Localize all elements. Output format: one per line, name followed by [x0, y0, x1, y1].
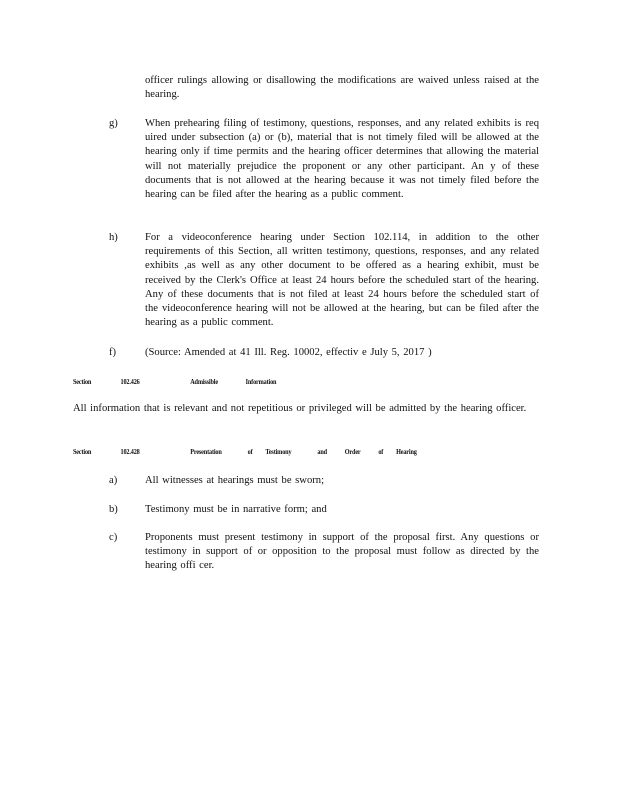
item-marker-f: f) — [109, 347, 117, 358]
item-text-b: Testimony must be in narrative form; and — [145, 504, 327, 515]
section-heading-102-426 — [73, 377, 276, 386]
item-marker-a: a) — [109, 475, 118, 486]
section-number: 102.428 — [120, 447, 140, 456]
section-title-word: Information — [245, 377, 277, 386]
section-title-word: Presentation — [190, 447, 222, 456]
section-title-word: Admissible — [190, 377, 218, 386]
source-note: (Source: Amended at 41 Ill. Reg. 10002, effectiv e July 5, 2017 ) — [145, 347, 432, 358]
section-title-word: and — [317, 447, 327, 456]
section-title-word: Hearing — [396, 447, 417, 456]
section-title-word: of — [247, 447, 253, 456]
section-title-word: of — [378, 447, 384, 456]
item-marker-b: b) — [109, 504, 118, 515]
item-text-c: Proponents must present testimony in support of the proposal first. Any questions or testimony in support of or opposition to the proposal must follow as directed by the hearing offi cer. — [145, 532, 539, 572]
section-label: Section — [73, 447, 92, 456]
section-number: 102.426 — [120, 377, 140, 386]
item-text-g: When prehearing filing of testimony, questions, responses, and any related exhibits is req uired under subsection (a) or (b), material that is not timely filed will be allowed at the hearing only if time permits and the hearing officer determines that allowing the material will not materially prejudice the proponent or any other participant. An y of these documents that is not allowed at the hearing because it was not timely filed before the hearing can be filed after the hearing as a public comment. — [145, 118, 539, 201]
item-marker-h: h) — [109, 232, 118, 243]
section-label: Section — [73, 377, 92, 386]
item-marker-g: g) — [109, 118, 118, 129]
continued-paragraph: officer rulings allowing or disallowing the modifications are waived unless raised at the hearing. — [145, 75, 539, 101]
section-title-word: Order — [344, 447, 361, 456]
section-102-426-body: All information that is relevant and not repetitious or privileged will be admitted by the hearing officer. — [73, 403, 527, 414]
item-text-h: For a videoconference hearing under Section 102.114, in addition to the other requirements of this Section, all written testimony, questions, responses, and any related exhibits ,as well as any other document to be offered as a hearing exhibit, must be received by the Clerk's Office at least 24 hours before the scheduled start of the hearing. Any of these documents that is not filed at least 24 hours before the scheduled start of the videoconference hearing will not be allowed at the hearing, but can be filed after the hearing as a public comment. — [145, 232, 539, 329]
section-title-word: Testimony — [265, 447, 292, 456]
section-heading-102-428 — [73, 447, 417, 456]
item-marker-c: c) — [109, 532, 118, 543]
item-text-a: All witnesses at hearings must be sworn; — [145, 475, 325, 486]
